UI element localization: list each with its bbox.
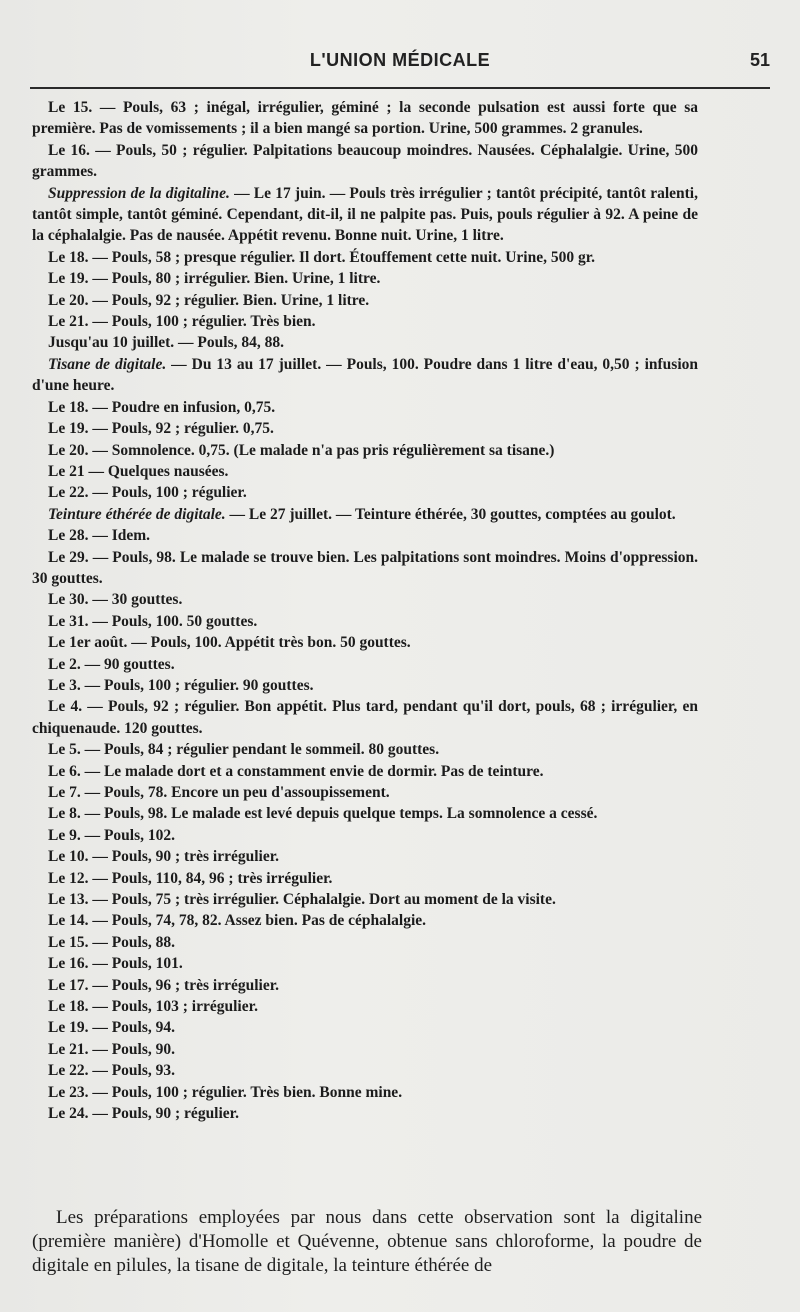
log-entry: [32, 996, 698, 1017]
entry-text: Le 22. — Pouls, 93.: [48, 1062, 176, 1080]
log-entry: [32, 782, 698, 803]
log-entry: [32, 825, 698, 846]
log-entry: [32, 247, 698, 268]
entry-text: — Le 17 juin. — Pouls très irrégulier ; tantôt précipité, tantôt ralenti, tantôt simple, tantôt géminé. Cependant, dit-il, il ne palpite pas. Puis, pouls régulier à 92. A peine de la céphalalgie. Pas de nausée. Appétit revenu. Bonne nuit. Urine, 1 litre.: [32, 184, 698, 245]
log-entry: [32, 589, 698, 610]
entry-text: Le 21. — Pouls, 100 ; régulier. Très bien.: [48, 313, 316, 331]
entry-text: Le 19. — Pouls, 94.: [48, 1019, 176, 1037]
entry-text: Le 19. — Pouls, 92 ; régulier. 0,75.: [48, 420, 274, 438]
log-entry: [32, 761, 698, 782]
log-entry: [32, 803, 698, 824]
log-entry: [32, 311, 698, 332]
log-entry: [32, 504, 698, 525]
entry-text: Jusqu'au 10 juillet. — Pouls, 84, 88.: [48, 334, 284, 352]
entry-text: Le 21 — Quelques nausées.: [48, 462, 229, 480]
log-entry: [32, 482, 698, 503]
log-entry: [32, 953, 698, 974]
log-entry: [32, 525, 698, 546]
log-entry: [32, 910, 698, 931]
log-entry: [32, 611, 698, 632]
log-entry: [32, 889, 698, 910]
log-entry: [32, 675, 698, 696]
entry-text: Le 16. — Pouls, 101.: [48, 955, 183, 973]
log-entry: [32, 354, 698, 397]
entry-text: Le 18. — Pouls, 58 ; presque régulier. Il dort. Étouffement cette nuit. Urine, 500 gr.: [48, 248, 596, 266]
log-entry: [32, 1060, 698, 1081]
entry-text: Le 9. — Pouls, 102.: [48, 826, 176, 844]
log-entry: [32, 632, 698, 653]
log-entry: [32, 1103, 698, 1124]
entry-text: Le 18. — Poudre en infusion, 0,75.: [48, 398, 276, 416]
log-entry: [32, 547, 698, 590]
log-entry: [32, 268, 698, 289]
log-entry: [32, 290, 698, 311]
page-header: [30, 50, 770, 76]
entry-text: Le 2. — 90 gouttes.: [48, 655, 175, 673]
entry-text: — Du 13 au 17 juillet. — Pouls, 100. Poudre dans 1 litre d'eau, 0,50 ; infusion d'une heure.: [32, 355, 698, 395]
entry-text: Le 23. — Pouls, 100 ; régulier. Très bien. Bonne mine.: [48, 1083, 403, 1101]
header-rule: [30, 87, 770, 89]
entry-text: Le 30. — 30 gouttes.: [48, 591, 183, 609]
section-heading: Tisane de digitale.: [48, 355, 167, 373]
entry-text: Le 13. — Pouls, 75 ; très irrégulier. Céphalalgie. Dort au moment de la visite.: [48, 891, 556, 909]
running-title: L'UNION MÉDICALE: [309, 50, 491, 70]
entry-text: Le 22. — Pouls, 100 ; régulier.: [48, 484, 247, 502]
log-entry: [32, 654, 698, 675]
entry-text: Le 29. — Pouls, 98. Le malade se trouve bien. Les palpitations sont moindres. Moins d'oppression. 30 gouttes.: [32, 548, 698, 587]
entry-text: Le 10. — Pouls, 90 ; très irrégulier.: [48, 848, 280, 866]
entry-text: Le 31. — Pouls, 100. 50 gouttes.: [48, 612, 258, 630]
page-number: 51: [749, 50, 770, 70]
entry-text: Le 6. — Le malade dort et a constamment envie de dormir. Pas de teinture.: [48, 762, 544, 780]
log-entry: [32, 1082, 698, 1103]
closing-paragraph: Les préparations employées par nous dans cette observation sont la digitaline (première manière) d'Homolle et Quévenne, obtenue sans chloroforme, la poudre de digitale en pilules, la tisane de digitale, la teinture éthérée de: [32, 1207, 702, 1276]
entry-text: Le 8. — Pouls, 98. Le malade est levé depuis quelque temps. La somnolence a cessé.: [48, 805, 598, 823]
log-entry: [32, 97, 698, 140]
entry-text: Le 21. — Pouls, 90.: [48, 1040, 176, 1058]
log-entry: [32, 932, 698, 953]
entry-text: Le 24. — Pouls, 90 ; régulier.: [48, 1105, 240, 1123]
entry-text: Le 15. — Pouls, 88.: [48, 933, 176, 951]
entry-text: Le 19. — Pouls, 80 ; irrégulier. Bien. Urine, 1 litre.: [48, 270, 381, 288]
log-entry: [32, 846, 698, 867]
entry-text: Le 7. — Pouls, 78. Encore un peu d'assoupissement.: [48, 784, 390, 801]
log-entry: [32, 1017, 698, 1038]
entry-text: Le 5. — Pouls, 84 ; régulier pendant le sommeil. 80 gouttes.: [48, 741, 440, 759]
entry-text: Le 20. — Pouls, 92 ; régulier. Bien. Urine, 1 litre.: [48, 291, 370, 309]
log-entry: [32, 397, 698, 418]
entry-text: Le 4. — Pouls, 92 ; régulier. Bon appétit. Plus tard, pendant qu'il dort, pouls, 68 ; irrégulier, en chiquenaude. 120 gouttes.: [32, 698, 698, 737]
entry-text: Le 18. — Pouls, 103 ; irrégulier.: [48, 998, 258, 1016]
log-entry: [32, 183, 698, 247]
entry-text: Le 16. — Pouls, 50 ; régulier. Palpitations beaucoup moindres. Nausées. Céphalalgie. Urine, 500 grammes.: [32, 141, 698, 181]
entry-text: Le 3. — Pouls, 100 ; régulier. 90 gouttes.: [48, 676, 314, 694]
entry-text: Le 1er août. — Pouls, 100. Appétit très bon. 50 gouttes.: [48, 634, 411, 652]
entry-text: Le 12. — Pouls, 110, 84, 96 ; très irrégulier.: [48, 869, 333, 887]
log-entry: [32, 1039, 698, 1060]
log-entry: [32, 739, 698, 760]
log-entry: [32, 975, 698, 996]
section-heading: Suppression de la digitaline.: [48, 184, 230, 202]
log-entry: [32, 461, 698, 482]
log-entry: [32, 332, 698, 353]
clinical-observation-log: [32, 97, 698, 1125]
entry-text: Le 17. — Pouls, 96 ; très irrégulier.: [48, 976, 280, 994]
log-entry: [32, 868, 698, 889]
log-entry: [32, 140, 698, 183]
section-heading: Teinture éthérée de digitale.: [48, 505, 226, 523]
entry-text: Le 20. — Somnolence. 0,75. (Le malade n'a pas pris régulièrement sa tisane.): [48, 441, 555, 459]
entry-text: Le 14. — Pouls, 74, 78, 82. Assez bien. Pas de céphalalgie.: [48, 912, 427, 930]
log-entry: [32, 440, 698, 461]
entry-text: Le 15. — Pouls, 63 ; inégal, irrégulier, géminé ; la seconde pulsation est aussi forte que sa première. Pas de vomissements ; il a bien mangé sa portion. Urine, 500 grammes. 2 granules.: [32, 99, 698, 138]
log-entry: [32, 696, 698, 739]
log-entry: [32, 418, 698, 439]
entry-text: — Le 27 juillet. — Teinture éthérée, 30 gouttes, comptées au goulot.: [225, 505, 676, 523]
entry-text: Le 28. — Idem.: [48, 527, 151, 545]
